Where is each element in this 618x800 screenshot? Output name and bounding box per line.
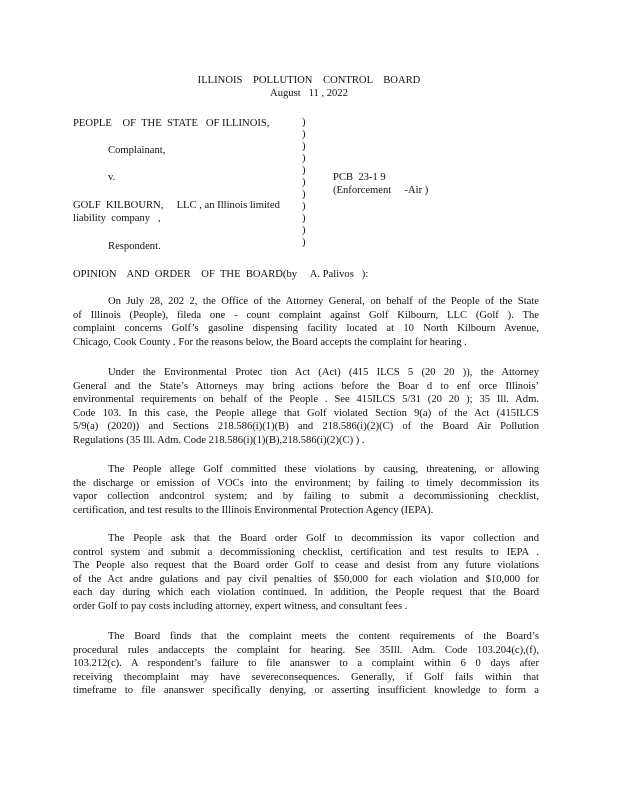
caption-parenthesis: ): [302, 117, 306, 128]
paragraph-line: On July 28, 202 2, the Office of the Attorney General, on behalf of the People of the State: [108, 296, 539, 307]
paragraph-line: environmental requirements on behalf of the People . See 415ILCS 5/31 (20 20 ); 35 Ill. Adm.: [73, 394, 539, 406]
paragraph-line: The People ask that the Board order Golf to decommission its vapor collection and: [108, 533, 539, 544]
paragraph-line: 5/9(a) (2020)) and Sections 218.586(i)(1)(B) and 218.586(i)(2)(C) of the Board Air Pollution: [73, 421, 539, 433]
paragraph-line: The People also request that the Board order Golf to cease and desist from any future violations: [73, 560, 539, 572]
caption-parenthesis: ): [302, 153, 306, 164]
caption-plaintiff: PEOPLE OF THE STATE OF ILLINOIS,: [73, 118, 270, 129]
paragraph-line: The Board finds that the complaint meets the content requirements of the Board’s: [108, 631, 539, 642]
caption-parenthesis: ): [302, 177, 306, 188]
paragraph-line: Code 103. In this case, the People allege that Golf violated Section 9(a) of the Act (415ILCS: [73, 407, 539, 419]
opinion-title: OPINION AND ORDER OF THE BOARD(by A. Palivos ):: [73, 269, 369, 280]
paragraph-line: the discharge or emission of VOCs into the environment; by failing to timely decommission its: [73, 477, 539, 489]
paragraph-line: Chicago, Cook County . For the reasons below, the Board accepts the complaint for hearing .: [73, 336, 467, 348]
paragraph-line: each day during which each violation continued. In addition, the People request that the Board: [73, 587, 539, 599]
paragraph-line: certification, and test results to the Illinois Environmental Protection Agency (IEPA).: [73, 504, 434, 516]
caption-complainant: Complainant,: [108, 145, 166, 156]
document-date: August 11 , 2022: [270, 88, 348, 99]
caption-parenthesis: ): [302, 141, 306, 152]
caption-parenthesis: ): [302, 165, 306, 176]
case-type: (Enforcement -Air ): [333, 185, 429, 196]
caption-parenthesis: ): [302, 201, 306, 212]
paragraph-line: Under the Environmental Protec tion Act (Act) (415 ILCS 5 (20 20 )), the Attorney: [108, 367, 539, 378]
paragraph-line: of Illinois (People), fileda one - count complaint against Golf Kilbourn, LLC (Golf ). The: [73, 309, 539, 321]
paragraph-line: order Golf to pay costs including attorney, expert witness, and consultant fees .: [73, 601, 408, 612]
caption-defendant-line-2: liability company ,: [73, 213, 161, 224]
paragraph-line: The People allege Golf committed these violations by causing, threatening, or allowing: [108, 464, 539, 475]
board-name: ILLINOIS POLLUTION CONTROL BOARD: [197, 75, 421, 86]
paragraph-line: Regulations (35 Ill. Adm. Code 218.586(i)(1)(B),218.586(i)(2)(C) ) .: [73, 435, 365, 446]
paragraph-line: of the Act andre gulations and pay civil penalties of $50,000 for each violation and $10,000 for: [73, 573, 539, 585]
paragraph-line: timeframe to file ananswer specifically denying, or asserting insufficient knowledge to form a: [73, 685, 539, 697]
caption-parenthesis: ): [302, 129, 306, 140]
caption-parenthesis: ): [302, 225, 306, 236]
paragraph-line: control system and submit a decommissioning checklist, certification and test results to IEPA .: [73, 546, 539, 558]
paragraph-line: General and the State’s Attorneys may bring actions before the Boar d to enf orce Illinois’: [73, 380, 539, 392]
paragraph-line: 103.212(c). A respondent’s failure to file ananswer to a complaint within 6 0 days after: [73, 658, 539, 670]
caption-parenthesis: ): [302, 213, 306, 224]
paragraph-line: vapor collection andcontrol system; and by failing to submit a decommissioning checklist,: [73, 491, 539, 503]
case-number: PCB 23-1 9: [333, 172, 386, 183]
caption-versus: v.: [108, 172, 116, 183]
paragraph-line: complaint concerns Golf’s gasoline dispensing facility located at 10 North Kilbourn Avenue,: [73, 323, 539, 335]
caption-parenthesis: ): [302, 237, 306, 248]
caption-defendant-line-1: GOLF KILBOURN, LLC , an Illinois limited: [73, 200, 280, 211]
caption-respondent: Respondent.: [108, 241, 161, 252]
paragraph-line: receiving thecomplaint may have severeconsequences. Generally, if Golf fails within that: [73, 671, 539, 683]
paragraph-line: procedural rules andaccepts the complaint for hearing. See 35Ill. Adm. Code 103.204(c),(f),: [73, 644, 539, 656]
caption-parenthesis: ): [302, 189, 306, 200]
